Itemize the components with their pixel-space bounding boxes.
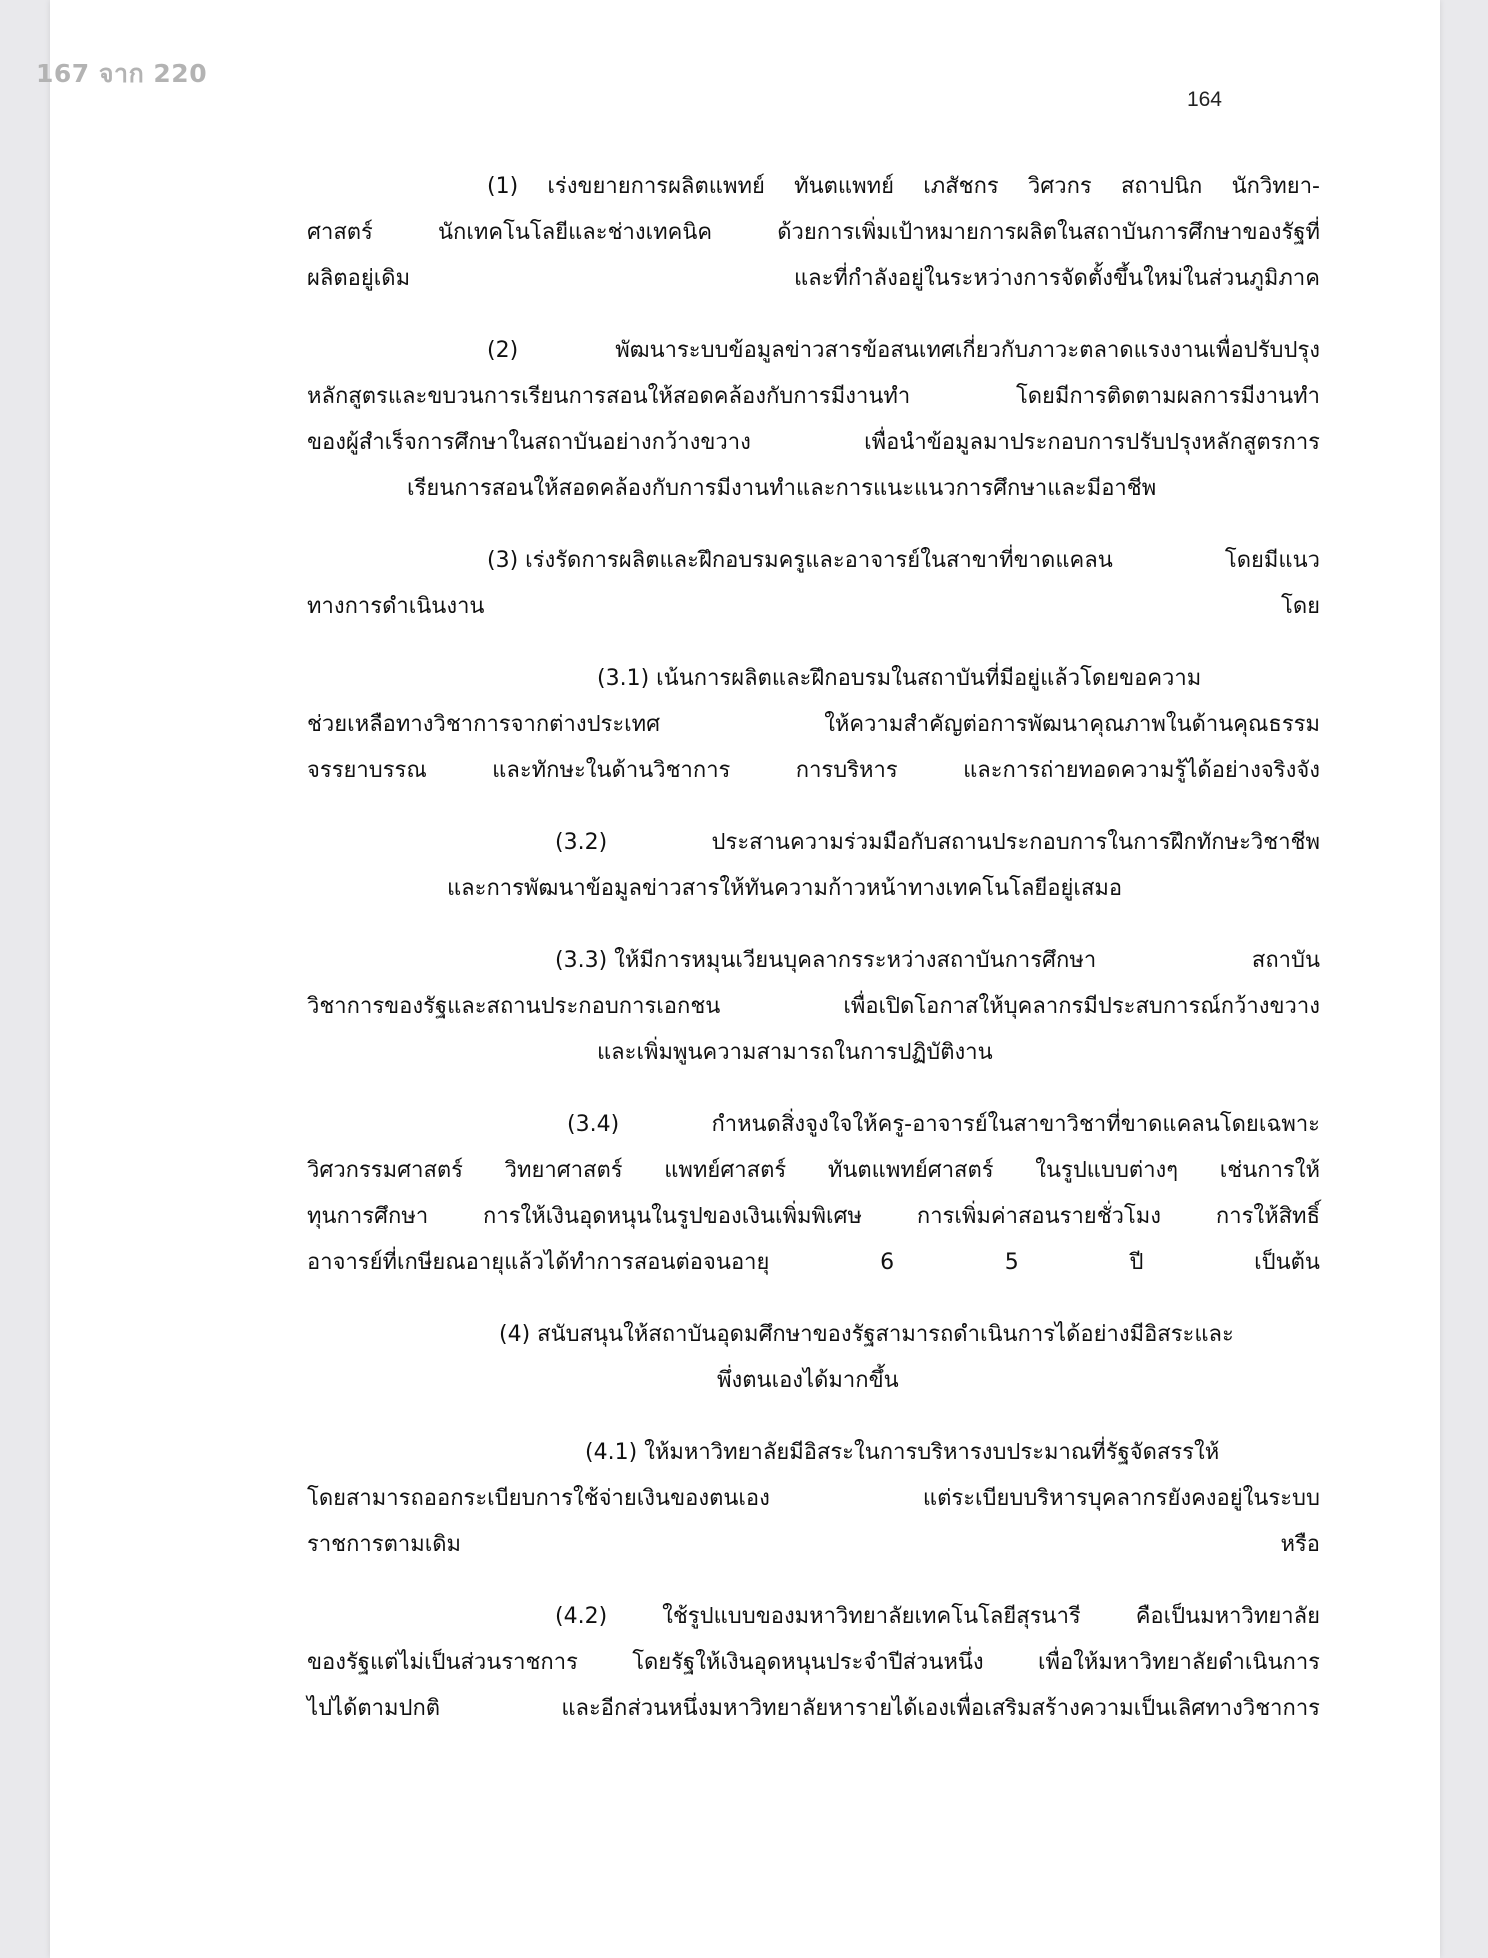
text-segment: ปี xyxy=(1129,1250,1144,1275)
paragraph-3-1 xyxy=(307,656,1320,794)
text-line: (3.4) กำหนดสิ่งจูงใจให้ครู-อาจารย์ในสาขาวิชาที่ขาดแคลนโดยเฉพาะ xyxy=(567,1112,1320,1137)
text-line: (4.2) ใช้รูปแบบของมหาวิทยาลัยเทคโนโลยีสุรนารี คือเป็นมหาวิทยาลัย xyxy=(555,1604,1320,1629)
text-segment: สถาบัน xyxy=(1251,948,1320,973)
text-segment: (3) เร่งรัดการผลิตและฝึกอบรมครูและอาจารย์ในสาขาที่ขาดแคลน xyxy=(487,548,1113,573)
text-line: (1) เร่งขยายการผลิตแพทย์ ทันตแพทย์ เภสัชกร วิศวกร สถาปนิก นักวิทยา- xyxy=(487,174,1320,199)
paragraph-3-3 xyxy=(307,938,1320,1076)
paragraph-4 xyxy=(307,1312,1320,1404)
text-line xyxy=(307,1476,1320,1522)
text-line xyxy=(307,256,1320,302)
paragraph-4-1 xyxy=(307,1430,1320,1568)
document-page xyxy=(50,0,1440,1958)
paragraph-3 xyxy=(307,538,1320,630)
text-line xyxy=(307,938,1320,984)
text-segment: เป็นต้น xyxy=(1254,1250,1320,1275)
text-line: วิชาการของรัฐและสถานประกอบการเอกชน เพื่อเปิดโอกาสให้บุคลากรมีประสบการณ์กว้างขวาง xyxy=(307,994,1320,1019)
text-segment: หรือ xyxy=(1280,1532,1320,1557)
text-line: พึ่งตนเองได้มากขึ้น xyxy=(717,1368,899,1393)
text-segment: โดย xyxy=(1281,594,1320,619)
text-segment: ช่วยเหลือทางวิชาการจากต่างประเทศ xyxy=(307,712,661,737)
text-segment: ราชการตามเดิม xyxy=(307,1532,462,1557)
text-line: เรียนการสอนให้สอดคล้องกับการมีงานทำและการแนะแนวการศึกษาและมีอาชีพ xyxy=(407,476,1157,501)
text-segment: โดยสามารถออกระเบียบการใช้จ่ายเงินของตนเอง xyxy=(307,1486,770,1511)
text-line: ทุนการศึกษา การให้เงินอุดหนุนในรูปของเงินเพิ่มพิเศษ การเพิ่มค่าสอนรายชั่วโมง การให้สิทธิ์ xyxy=(307,1204,1320,1229)
page-body xyxy=(307,164,1320,1758)
page-number: 164 xyxy=(1186,88,1222,111)
text-segment: 6 xyxy=(880,1250,895,1275)
text-line: (3.1) เน้นการผลิตและฝึกอบรมในสถาบันที่มีอยู่แล้วโดยขอความ xyxy=(597,666,1202,691)
text-line xyxy=(307,538,1320,584)
text-line: จรรยาบรรณ และทักษะในด้านวิชาการ การบริหาร และการถ่ายทอดความรู้ได้อย่างจริงจัง xyxy=(307,758,1320,783)
text-segment: 5 xyxy=(1004,1250,1019,1275)
text-line: และการพัฒนาข้อมูลข่าวสารให้ทันความก้าวหน้าทางเทคโนโลยีอยู่เสมอ xyxy=(447,876,1123,901)
text-line: (2) พัฒนาระบบข้อมูลข่าวสารข้อสนเทศเกี่ยวกับภาวะตลาดแรงงานเพื่อปรับปรุง xyxy=(487,338,1320,363)
paragraph-2 xyxy=(307,328,1320,512)
text-line: หลักสูตรและขบวนการเรียนการสอนให้สอดคล้องกับการมีงานทำ โดยมีการติดตามผลการมีงานทำ xyxy=(307,384,1320,409)
text-segment: โดยมีแนว xyxy=(1224,548,1320,573)
paragraph-1 xyxy=(307,164,1320,302)
text-segment: ทางการดำเนินงาน xyxy=(307,594,485,619)
paragraph-4-2 xyxy=(307,1594,1320,1732)
text-segment: แต่ระเบียบบริหารบุคลากรยังคงอยู่ในระบบ xyxy=(922,1486,1320,1511)
text-line: ของรัฐแต่ไม่เป็นส่วนราชการ โดยรัฐให้เงินอุดหนุนประจำปีส่วนหนึ่ง เพื่อให้มหาวิทยาลัยดำเนินการ xyxy=(307,1650,1320,1675)
text-line: และเพิ่มพูนความสามารถในการปฏิบัติงาน xyxy=(597,1040,993,1065)
text-line xyxy=(307,1522,1320,1568)
paragraph-3-4 xyxy=(307,1102,1320,1286)
text-segment: (3.3) ให้มีการหมุนเวียนบุคลากรระหว่างสถาบันการศึกษา xyxy=(555,948,1097,973)
text-segment: ให้ความสำคัญต่อการพัฒนาคุณภาพในด้านคุณธรรม xyxy=(824,712,1320,737)
text-line: ศาสตร์ นักเทคโนโลยีและช่างเทคนิค ด้วยการเพิ่มเป้าหมายการผลิตในสถาบันการศึกษาของรัฐที่ xyxy=(307,220,1320,245)
text-line: (4.1) ให้มหาวิทยาลัยมีอิสระในการบริหารงบประมาณที่รัฐจัดสรรให้ xyxy=(585,1440,1220,1465)
text-line xyxy=(307,1240,1320,1286)
text-line: (4) สนับสนุนให้สถาบันอุดมศึกษาของรัฐสามารถดำเนินการได้อย่างมีอิสระและ xyxy=(499,1322,1234,1347)
paragraph-3-2 xyxy=(307,820,1320,912)
text-segment: อาจารย์ที่เกษียณอายุแล้วได้ทำการสอนต่อจนอายุ xyxy=(307,1250,770,1275)
text-segment: และที่กำลังอยู่ในระหว่างการจัดตั้งขึ้นใหม่ในส่วนภูมิภาค xyxy=(793,266,1320,291)
text-line xyxy=(307,584,1320,630)
text-line: ไปได้ตามปกติ และอีกส่วนหนึ่งมหาวิทยาลัยหารายได้เองเพื่อเสริมสร้างความเป็นเลิศทางวิชาการ xyxy=(307,1696,1320,1721)
text-line xyxy=(307,702,1320,748)
text-line: (3.2) ประสานความร่วมมือกับสถานประกอบการในการฝึกทักษะวิชาชีพ xyxy=(555,830,1320,855)
text-line: วิศวกรรมศาสตร์ วิทยาศาสตร์ แพทย์ศาสตร์ ทันตแพทย์ศาสตร์ ในรูปแบบต่างๆ เช่นการให้ xyxy=(307,1158,1320,1183)
text-line: ของผู้สำเร็จการศึกษาในสถาบันอย่างกว้างขวาง เพื่อนำข้อมูลมาประกอบการปรับปรุงหลักสูตรการ xyxy=(307,430,1320,455)
text-segment: ผลิตอยู่เดิม xyxy=(307,266,411,291)
page-indicator: 167 จาก 220 xyxy=(36,59,208,88)
